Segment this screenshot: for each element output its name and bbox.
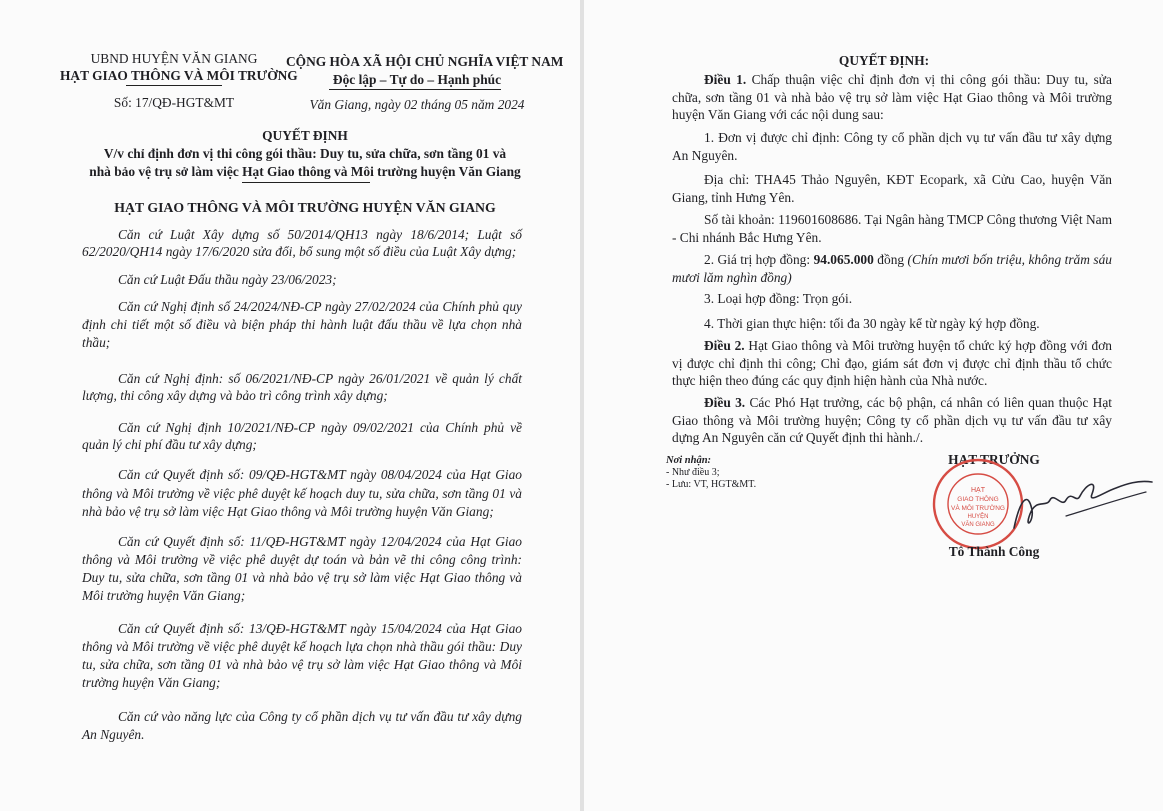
signer-name: Tô Thành Công	[948, 544, 1040, 559]
left-page	[0, 0, 580, 811]
legal-basis-1: Căn cứ Luật Xây dựng số 50/2014/QH13 ngày 18/6/2014; Luật số 62/2020/QH14 ngày 17/6/2020 sửa đổi, bổ sung một số điều của Luật Xây dựng;	[82, 227, 522, 259]
seal-text-4: HUYỆN	[967, 514, 989, 520]
legal-basis-7: Căn cứ Quyết định số: 11/QĐ-HGT&MT ngày 12/04/2024 của Hạt Giao thông và Môi trường về việc phê duyệt dự toán và bản vẽ thi công công trình: Duy tu, sửa chữa, sơn tầng 01 và nhà bảo vệ trụ sở làm việc Hạt Giao thông và Môi trường huyện Văn Giang;	[82, 534, 522, 603]
contract-value-amount: 94.065.000	[813, 252, 874, 267]
nation-name: CỘNG HÒA XÃ HỘI CHỦ NGHĨA VIỆT NAM	[286, 54, 564, 69]
document-number: Số: 17/QĐ-HGT&MT	[113, 95, 235, 110]
subject-line-1: V/v chỉ định đơn vị thi công gói thầu: Duy tu, sửa chữa, sơn tầng 01 và	[103, 146, 507, 161]
legal-basis-8: Căn cứ Quyết định số: 13/QĐ-HGT&MT ngày 15/04/2024 của Hạt Giao thông và Môi trường về việc phê duyệt kế hoạch lựa chọn nhà thầu gói thầu: Duy tu, sửa chữa, sơn tầng 01 và nhà bảo vệ trụ sở làm việc Hạt Giao thông và Môi trường huyện Văn Giang;	[82, 621, 522, 690]
place-date: Văn Giang, ngày 02 tháng 05 năm 2024	[309, 97, 525, 112]
contractor-address: Địa chỉ: THA45 Thảo Nguyên, KĐT Ecopark, xã Cửu Cao, huyện Văn Giang, tỉnh Hưng Yên.	[672, 172, 1112, 205]
article-2-text: Hạt Giao thông và Môi trường huyện tổ chức ký hợp đồng với đơn vị được chỉ định thi công; Chỉ đạo, giám sát đơn vị được chỉ định thầu tổ chức thực hiện theo đúng các quy định hiện hành của Nhà nước.	[672, 338, 1112, 388]
office-name: HẠT GIAO THÔNG VÀ MÔI TRƯỜNG	[60, 68, 298, 83]
recipients-label: Nơi nhận:	[666, 455, 712, 466]
right-page	[584, 0, 1163, 811]
article-1-item-1: 1. Đơn vị được chỉ định: Công ty cổ phần dịch vụ tư vấn đầu tư xây dựng An Nguyên.	[672, 130, 1112, 163]
recipient-2: - Lưu: VT, HGT&MT.	[666, 479, 757, 490]
article-2-label: Điều 2.	[704, 338, 745, 353]
issuing-authority: HẠT GIAO THÔNG VÀ MÔI TRƯỜNG HUYỆN VĂN GIANG	[114, 200, 496, 215]
article-1-item-3: 3. Loại hợp đồng: Trọn gói.	[704, 291, 853, 306]
article-1	[672, 71, 1112, 124]
contract-value-label: 2. Giá trị hợp đồng:	[704, 252, 811, 267]
agency-name: UBND HUYỆN VĂN GIANG	[90, 51, 258, 66]
seal-text-1: HẠT	[971, 487, 985, 494]
legal-basis-5: Căn cứ Nghị định 10/2021/NĐ-CP ngày 09/02/2021 của Chính phủ về quản lý chi phí đầu tư xây dựng;	[82, 420, 522, 452]
seal-text-5: VĂN GIANG	[961, 522, 995, 528]
contract-value-words: (Chín mươi bốn triệu, không trăm sáu mươi lăm nghìn đồng)	[672, 252, 1112, 285]
decision-heading: QUYẾT ĐỊNH:	[838, 53, 930, 68]
office-underline	[126, 85, 222, 86]
contract-value-unit: đồng	[877, 252, 905, 267]
subject-underline	[242, 182, 370, 183]
signature-stroke	[1014, 481, 1152, 528]
legal-basis-4: Căn cứ Nghị định: số 06/2021/NĐ-CP ngày 26/01/2021 về quản lý chất lượng, thi công xây dựng và bảo trì công trình xây dựng;	[82, 371, 522, 403]
article-3-label: Điều 3.	[704, 395, 746, 410]
seal-text-2: GIAO THÔNG	[957, 496, 999, 503]
article-3	[672, 394, 1112, 447]
handwritten-signature	[1006, 470, 1156, 550]
article-1-text: Chấp thuận việc chỉ định đơn vị thi công gói thầu: Duy tu, sửa chữa, sơn tầng 01 và nhà bảo vệ trụ sở làm việc Hạt Giao thông và Môi trường huyện Văn Giang với các nội dung sau:	[672, 72, 1112, 122]
article-1-item-4: 4. Thời gian thực hiện: tối đa 30 ngày kể từ ngày ký hợp đồng.	[704, 316, 1040, 331]
signature-tail	[1066, 492, 1146, 516]
legal-basis-9: Căn cứ vào năng lực của Công ty cổ phần dịch vụ tư vấn đầu tư xây dựng An Nguyên.	[82, 709, 522, 742]
article-2	[672, 337, 1112, 390]
recipient-1: - Như điều 3;	[666, 467, 720, 478]
article-1-item-2	[672, 251, 1112, 286]
seal-text-3: VÀ MÔI TRƯỜNG	[951, 505, 1005, 512]
bank-account: Số tài khoản: 119601608686. Tại Ngân hàng TMCP Công thương Việt Nam - Chi nhánh Bắc Hưng Yên.	[672, 212, 1112, 245]
signer-title: HẠT TRƯỞNG	[948, 452, 1040, 467]
legal-basis-6: Căn cứ Quyết định số: 09/QĐ-HGT&MT ngày 08/04/2024 của Hạt Giao thông và Môi trường về việc phê duyệt kế hoạch duy tu, sửa chữa, sơn tầng 01 và nhà bảo vệ trụ sở làm việc Hạt Giao thông và Môi trường huyện Văn Giang;	[82, 467, 522, 519]
motto-underline	[329, 89, 501, 90]
article-1-label: Điều 1.	[704, 72, 747, 87]
legal-basis-2: Căn cứ Luật Đấu thầu ngày 23/06/2023;	[118, 272, 337, 287]
motto: Độc lập – Tự do – Hạnh phúc	[332, 72, 502, 87]
legal-basis-3: Căn cứ Nghị định số 24/2024/NĐ-CP ngày 27/02/2024 của Chính phủ quy định chi tiết một số điều và biện pháp thi hành luật đấu thầu về lựa chọn nhà thầu;	[82, 299, 522, 350]
document-title: QUYẾT ĐỊNH	[262, 128, 348, 143]
article-3-text: Các Phó Hạt trưởng, các bộ phận, cá nhân có liên quan thuộc Hạt Giao thông và Môi trường huyện; Công ty cổ phần dịch vụ tư vấn đầu tư xây dựng An Nguyên căn cứ Quyết định thi hành./.	[672, 395, 1112, 445]
subject-line-2: nhà bảo vệ trụ sở làm việc Hạt Giao thông và Môi trường huyện Văn Giang	[89, 164, 521, 179]
